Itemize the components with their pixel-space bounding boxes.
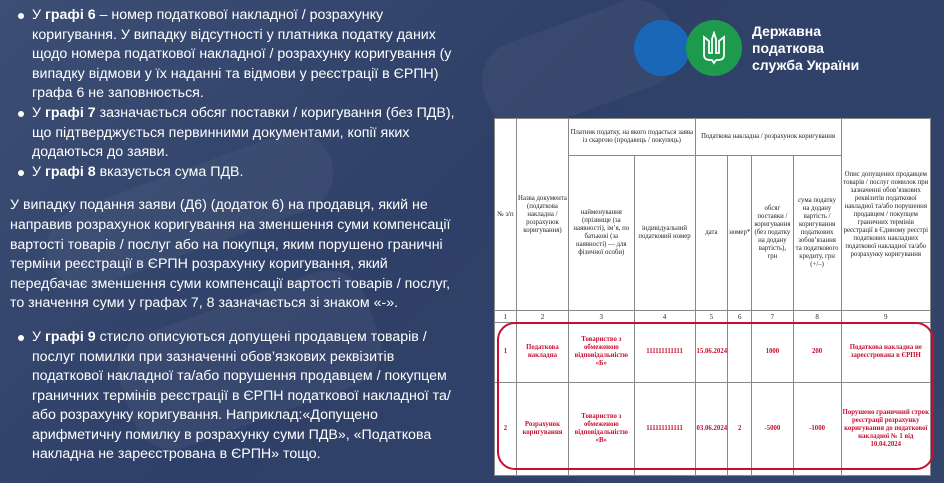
header-ipn: індивідуальний податковий номер (634, 156, 695, 311)
col-number: 1 (495, 311, 517, 322)
bullet-graph-9: У графі 9 стисло описуються допущені продавцем товарів / послуг помилки при зазначенні обов’язкових реквізитів податкової накладної та/або порушення продавцем / покупцем граничних термінів реєстрації в ЄРПН податкової накладної та/або розрахунку коригування. Наприклад:«Допущено арифметичну помилку в розрахунку суми ПДВ», «Податкова накладна не зареєстрована в ЄРПН» тощо. (10, 328, 460, 465)
header-payer: Платник податку, на якого подається заява із скаргою (продавець / покупець) (569, 119, 695, 156)
application-form-table (494, 118, 931, 476)
table-row: 2 Розрахунок коригування Товариство з обмеженою відповідальністю «В» 111111111111 03.06.2024 2 -5000 -1000 Порушено граничний строк реєстрації розрахунку коригування до податкової накладної № 1 від 10.04.2024 (495, 382, 931, 475)
col-number: 2 (516, 311, 568, 322)
col-number: 7 (752, 311, 793, 322)
header-number: номер* (728, 156, 752, 311)
bullet-graph-6: У графі 6 – номер податкової накладної / розрахунку коригування. У випадку відсутності у платника податку даних щодо номера податкової накладної / розрахунку коригування (у випадку відмови у їх наданні та відмови у реєстрації в ЄРПН) графа 6 не заповнюється. (10, 6, 460, 104)
header-date: дата (695, 156, 728, 311)
header-doc-name: Назва документа (податкова накладна / розрахунок коригування) (516, 119, 568, 311)
header-vat: сума податку на додану вартість / коригування податкових зобов’язання та податкового кредиту, грн (+/–) (793, 156, 841, 311)
header-num: № з/п (495, 119, 517, 311)
header-name: найменування (прізвище (за наявності), ім’я, по батькові (за наявності) — для фізичної особи) (569, 156, 634, 311)
col-number: 3 (569, 311, 634, 322)
col-number: 4 (634, 311, 695, 322)
col-number: 5 (695, 311, 728, 322)
header-invoice: Податкова накладна / розрахунок коригування (695, 119, 841, 156)
col-number: 8 (793, 311, 841, 322)
paragraph-d6: У випадку подання заяви (Д6) (додаток 6) на продавця, який не направив розрахунок коригування на зменшення суми компенсації вартості товарів / послуг або на покупця, яким порушено граничні терміни реєстрації в ЄРПН розрахунку коригування, який передбачає зменшення суми компенсації вартості товарів / послуг, то значення суми у графах 7, 8 зазначається зі знаком «-». (10, 197, 451, 312)
instructions-text (10, 6, 460, 465)
col-number: 9 (841, 311, 930, 322)
tax-service-logo (634, 20, 859, 76)
table-row: 1 Податкова накладна Товариство з обмеженою відповідальністю «Б» 111111111111 15.06.2024 1000 200 Податкова накладна не зареєстрована в ЄРПН (495, 322, 931, 382)
col-number: 6 (728, 311, 752, 322)
blue-circle-icon (634, 20, 690, 76)
trident-icon (686, 20, 742, 76)
bullet-graph-7: У графі 7 зазначається обсяг поставки / коригування (без ПДВ), що підтверджується первинними документами, копії яких додаються до заяви. (10, 104, 460, 163)
logo-text: Державна податкова служба України (752, 22, 860, 73)
header-description: Опис допущених продавцем товарів / послуг помилок при зазначенні обов’язкових реквізитів податкової накладної та/або порушення продавцем / покупцем граничних термінів реєстрації в Єдиному реєстрі податкових накладних податкової накладної та/або розрахунку коригування (841, 119, 930, 311)
header-volume: обсяг поставки / коригування (без податку на додану вартість), грн (752, 156, 793, 311)
bullet-graph-8: У графі 8 вказується сума ПДВ. (10, 163, 460, 183)
